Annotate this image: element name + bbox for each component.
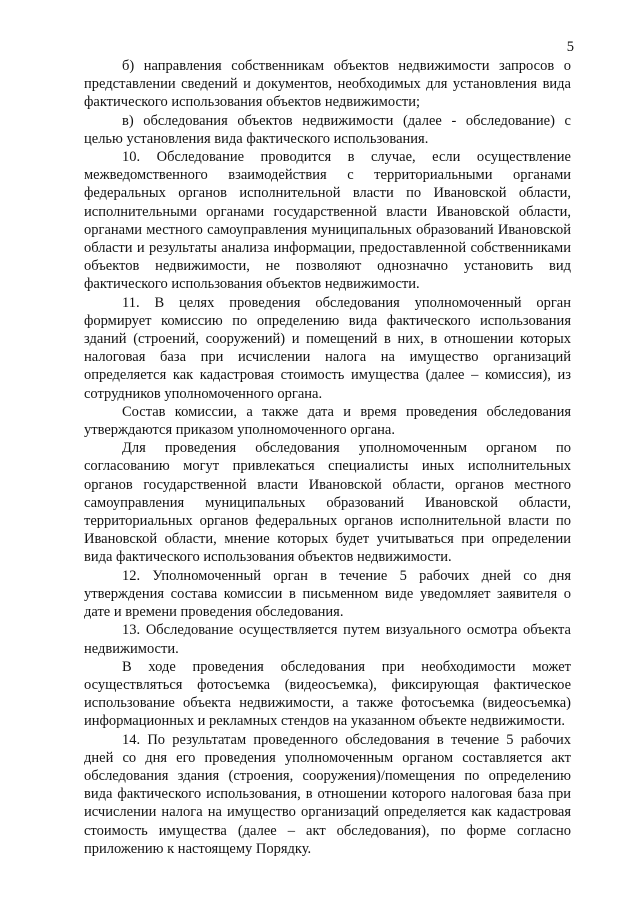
paragraph-13: 13. Обследование осуществляется путем визуального осмотра объекта недвижимости. (84, 622, 571, 657)
paragraph-13-photo: В ходе проведения обследования при необходимости может осуществляться фотосъемка (видеосъемка), фиксирующая фактическое использование объекта недвижимости, а также фотосъемка (видеосъемка) информационных и рекламных стендов на указанном объекте недвижимости. (84, 658, 571, 730)
paragraph-14: 14. По результатам проведенного обследования в течение 5 рабочих дней со дня его проведения уполномоченным органом составляется акт обследования здания (строения, сооружения)/помещения по определению вида фактического использования, в отношении которого налоговая база при исчислении налога на имущество организаций определяется как кадастровая стоимость имущества (далее – акт обследования), по форме согласно приложению к настоящему Порядку. (84, 731, 571, 857)
document-body (84, 57, 571, 858)
paragraph-11-commission: Состав комиссии, а также дата и время проведения обследования утверждаются приказом уполномоченного органа. (84, 403, 571, 439)
paragraph-v-inspection: в) обследования объектов недвижимости (далее - обследование) с целью установления вида фактического использования. (84, 112, 571, 147)
page-number: 5 (566, 39, 574, 55)
paragraph-11: 11. В целях проведения обследования уполномоченный орган формирует комиссию по определению вида фактического использования зданий (строений, сооружений) и помещений в них, в отношении которых налоговая база при исчислении налога на имущество организаций определяется как кадастровая стоимость имущества (далее – комиссия), из сотрудников уполномоченного органа. (84, 294, 571, 402)
paragraph-12: 12. Уполномоченный орган в течение 5 рабочих дней со дня утверждения состава комиссии в письменном виде уведомляет заявителя о дате и времени проведения обследования. (84, 567, 571, 621)
paragraph-10: 10. Обследование проводится в случае, если осуществление межведомственного взаимодействия с территориальными органами федеральных органов исполнительной власти по Ивановской области, исполнительными органами государственной власти Ивановской области, органами местного самоуправления муниципальных образований Ивановской области и результаты анализа информации, предоставленной собственниками объектов недвижимости, не позволяют однозначно установить вид фактического использования объектов недвижимости. (84, 149, 571, 293)
paragraph-b-requests: б) направления собственникам объектов недвижимости запросов о представлении сведений и документов, необходимых для установления вида фактического использования объектов недвижимости; (84, 58, 571, 111)
paragraph-11-specialists: Для проведения обследования уполномоченным органом по согласованию могут привлекаться специалисты иных исполнительных органов государственной власти Ивановской области, органов местного самоуправления муниципальных образований Ивановской области, территориальных органов федеральных органов исполнительной власти по Ивановской области, мнение которых будет учитываться при определении вида фактического использования объектов недвижимости. (84, 440, 571, 566)
